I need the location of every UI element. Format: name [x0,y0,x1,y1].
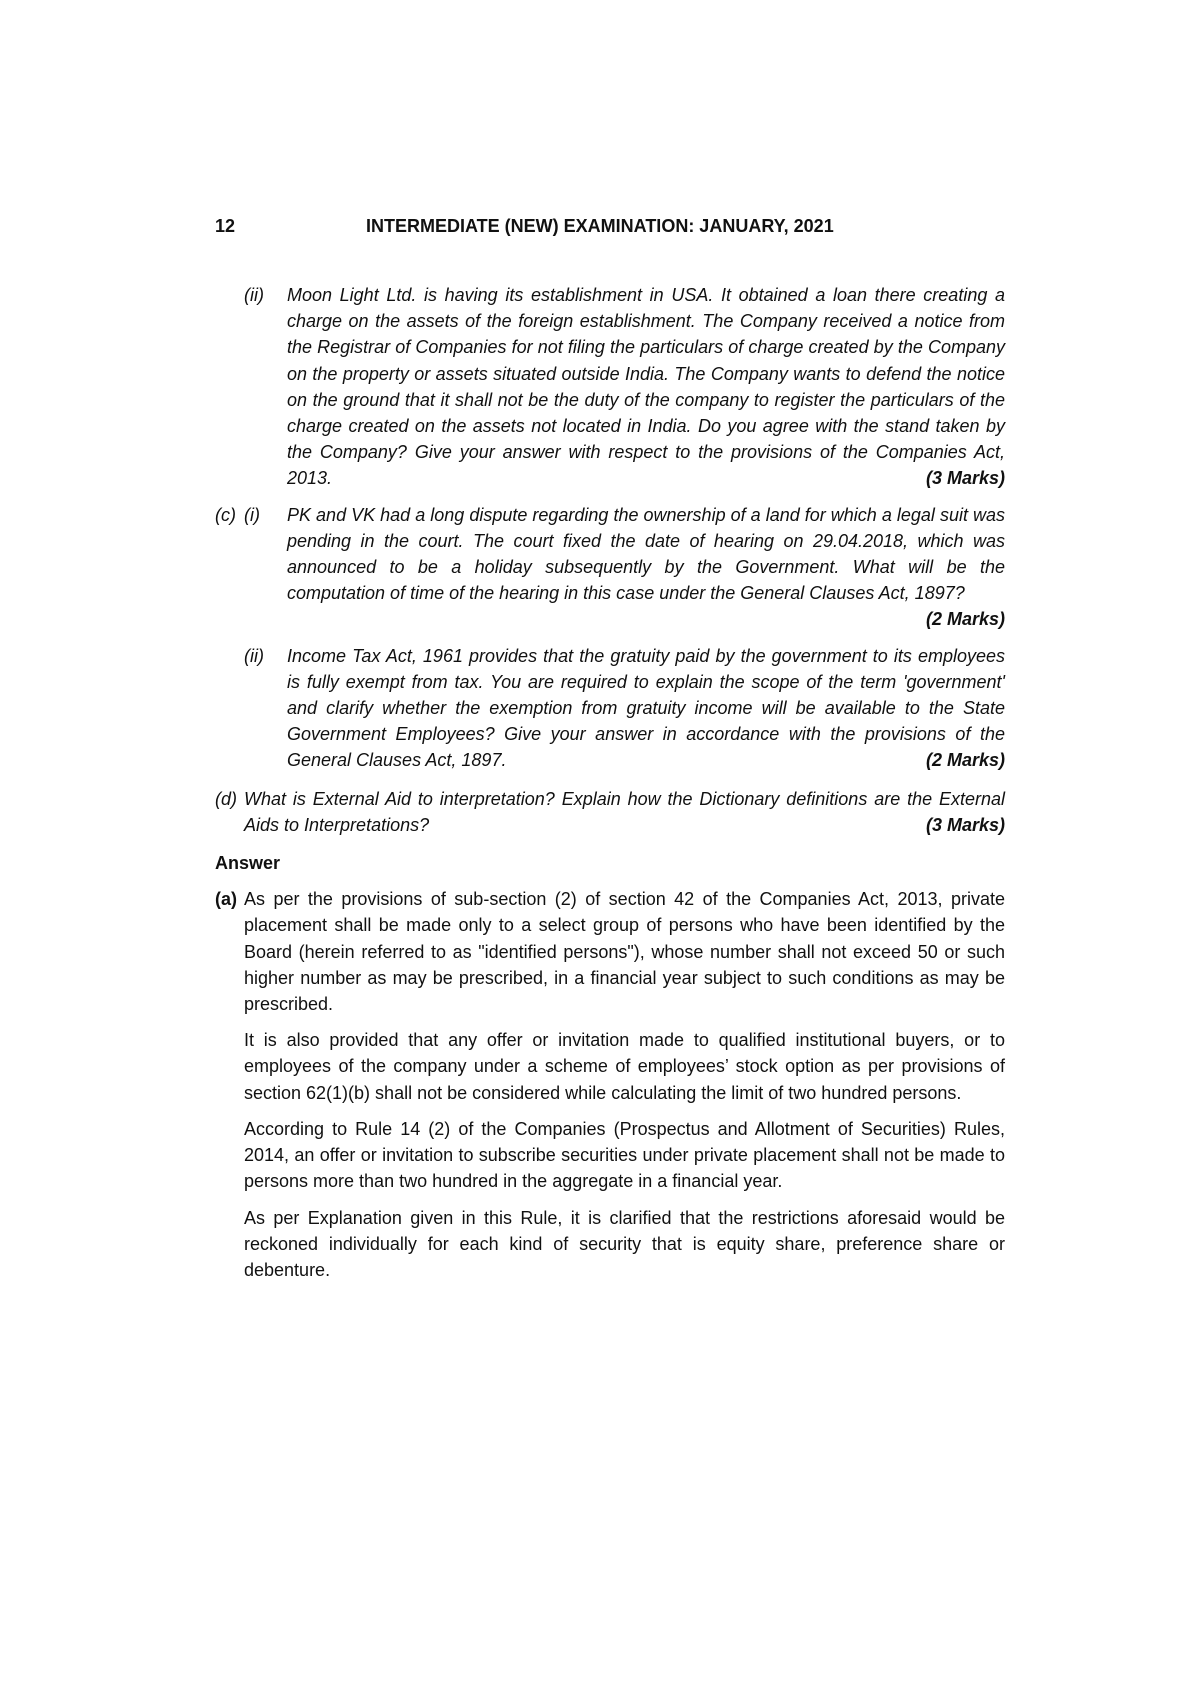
answer-a [215,886,1005,1293]
question-text: What is External Aid to interpretation? Explain how the Dictionary definitions are the External Aids to Interpretations? [244,788,1005,835]
page-title: INTERMEDIATE (NEW) EXAMINATION: JANUARY, 2021 [366,216,834,236]
question-text: PK and VK had a long dispute regarding the ownership of a land for which a legal suit was pending in the court. The court fixed the date of hearing on 29.04.2018, which was announced to be a holiday subsequently by the Government. What will be the computation of time of the hearing in this case under the General Clauses Act, 1897? [287,504,1005,604]
question-label: (d) [215,788,237,809]
answer-paragraph: As per the provisions of sub-section (2) of section 42 of the Companies Act, 2013, private placement shall be made only to a select group of persons who have been identified by the Board (herein referred to as "identified persons"), whose number shall not exceed 50 or such higher number as may be prescribed, in a financial year subject to such conditions as may be prescribed. [244,889,1005,1015]
question-text: Moon Light Ltd. is having its establishment in USA. It obtained a loan there creating a charge on the assets of the foreign establishment. The Company received a notice from the Registrar of Companies for not filing the particulars of charge created by the Company on the property or assets situated outside India. The Company wants to defend the notice on the ground that it shall not be the duty of the company to register the particulars of the charge created on the assets not located in India. Do you agree with the stand taken by the Company? Give your answer with respect to the provisions of the Companies Act, 2013. [287,285,1005,489]
question-c-i [215,502,1005,633]
page-content [215,282,1005,1293]
question-label: (ii) [244,285,264,305]
question-text: Income Tax Act, 1961 provides that the gratuity paid by the government to its employees is fully exempt from tax. You are required to explain the scope of the term 'government' and clarify whether the exemption from gratuity income will be available to the State Government Employees? Give your answer in accordance with the provisions of the General Clauses Act, 1897. [287,645,1005,771]
question-label: (i) [244,504,260,525]
marks-label: (3 Marks) [925,468,1005,489]
page-header [215,216,1005,244]
question-d [215,786,1005,838]
answer-heading: Answer [215,853,281,874]
page-number: 12 [215,216,236,236]
answer-paragraph: As per Explanation given in this Rule, it is clarified that the restrictions aforesaid would be reckoned individually for each kind of security that is equity share, preference share or debenture. [244,1207,1005,1280]
question-label-outer: (c) [215,504,236,525]
answer-paragraph: According to Rule 14 (2) of the Companies (Prospectus and Allotment of Securities) Rules, 2014, an offer or invitation to subscribe securities under private placement shall not be made to persons more than two hundred in the aggregate in a financial year. [244,1118,1005,1192]
answer-label: (a) [215,889,237,910]
marks-label: (2 Marks) [925,750,1005,771]
question-b-ii [215,282,1005,492]
marks-label: (2 Marks) [925,609,1005,630]
answer-paragraph: It is also provided that any offer or invitation made to qualified institutional buyers, or to employees of the company under a scheme of employees’ stock option as per provisions of section 62(1)(b) shall not be considered while calculating the limit of two hundred persons. [244,1030,1005,1103]
question-c-ii [215,643,1005,774]
marks-label: (3 Marks) [925,814,1005,835]
question-label: (ii) [244,645,264,666]
